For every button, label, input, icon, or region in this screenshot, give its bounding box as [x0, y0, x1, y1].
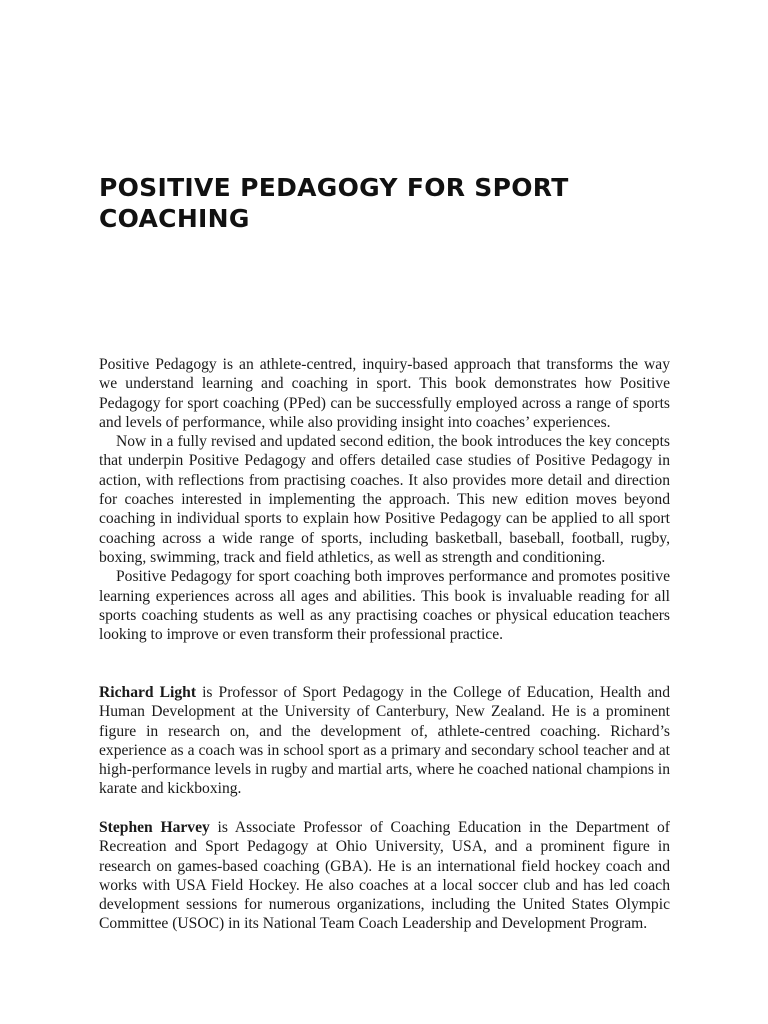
author-bio-body: is Associate Professor of Coaching Education in the Department of Recreation and Sport Pedagogy at Ohio University, USA, and a prominent figure in research on games-based coaching (GBA). He is an international field hockey coach and works with USA Field Hockey. He also coaches at a local soccer club and has led coach development sessions for numerous organizations, including the United States Olympic Committee (USOC) in its National Team Coach Leadership and Development Program. [99, 819, 670, 933]
description-paragraph: Positive Pedagogy for sport coaching both improves performance and promotes positive learning experiences across all ages and abilities. This book is invaluable reading for all sports coaching students as well as any practising coaches or physical education teachers looking to improve or even transform their professional practice. [99, 568, 670, 644]
book-description [99, 355, 670, 644]
page-title: POSITIVE PEDAGOGY FOR SPORT COACHING [99, 173, 569, 233]
author-bio-body: is Professor of Sport Pedagogy in the College of Education, Health and Human Development at the University of Canterbury, New Zealand. He is a prominent figure in research on, and the development of, athlete-centred coaching. Richard’s experience as a coach was in school sport as a primary and secondary school teacher and at high-performance levels in rugby and martial arts, where he coached national champions in karate and kickboxing. [99, 684, 670, 798]
author-name: Richard Light [99, 684, 197, 701]
author-bio-text [99, 818, 670, 934]
description-paragraph: Positive Pedagogy is an athlete-centred, inquiry-based approach that transforms the way we understand learning and coaching in sport. This book demonstrates how Positive Pedagogy for sport coaching (PPed) can be successfully employed across a range of sports and levels of performance, while also providing insight into coaches’ experiences. [99, 356, 670, 431]
description-paragraph: Now in a fully revised and updated second edition, the book introduces the key concepts that underpin Positive Pedagogy and offers detailed case studies of Positive Pedagogy in action, with reflections from practising coaches. It also provides more detail and direction for coaches interested in implementing the approach. This new edition moves beyond coaching in individual sports to explain how Positive Pedagogy can be applied to all sport coaching across a wide range of sports, including basketball, baseball, football, rugby, boxing, swimming, track and field athletics, as well as strength and conditioning. [99, 433, 670, 566]
author-bio [99, 683, 670, 799]
author-bio [99, 818, 670, 934]
author-name: Stephen Harvey [99, 819, 210, 836]
author-bio-text [99, 683, 670, 799]
